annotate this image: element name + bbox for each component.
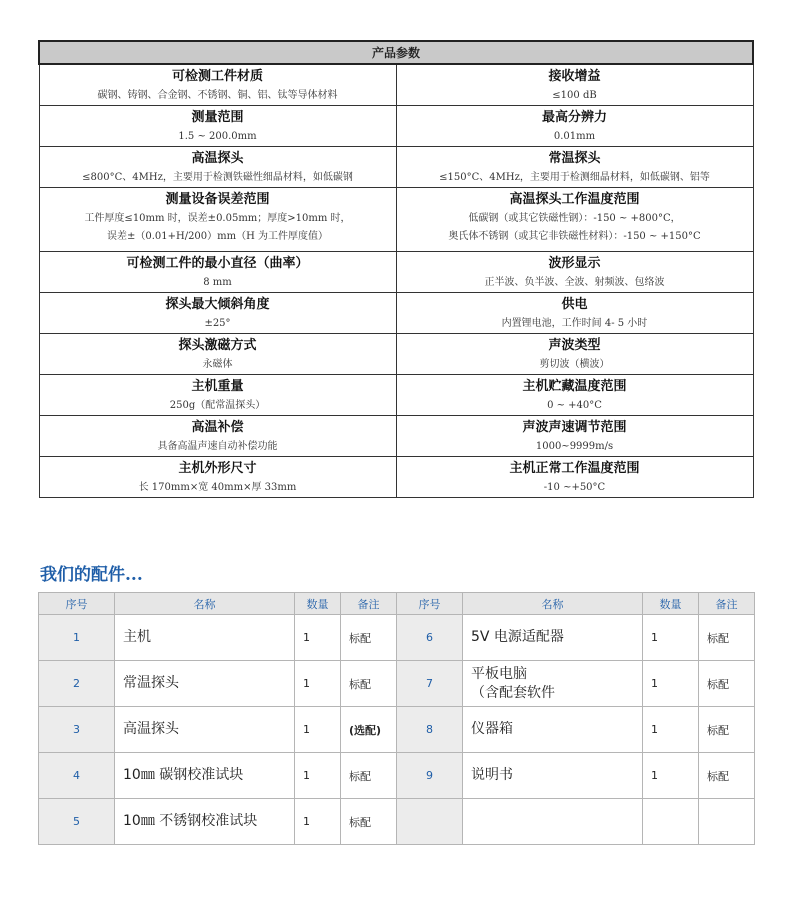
table-row bbox=[39, 707, 755, 753]
param-value: 1.5 ~ 200.0mm bbox=[178, 131, 257, 142]
item-note: 标配 bbox=[341, 661, 397, 707]
item-number: 2 bbox=[39, 661, 115, 707]
param-title: 接收增益 bbox=[548, 69, 601, 84]
param-value: 低碳钢（或其它铁磁性钢）：-150 ~ +800°C， 奥氏体不锈钢（或其它非铁磁性材料）：-150 ~ +150°C bbox=[448, 213, 701, 242]
param-value: 剪切波（横波） bbox=[539, 359, 610, 370]
column-header: 名称 bbox=[115, 593, 295, 615]
param-cell bbox=[39, 457, 396, 498]
item-quantity: 1 bbox=[295, 615, 341, 661]
param-title: 主机重量 bbox=[191, 379, 244, 394]
param-title: 高温补偿 bbox=[191, 420, 244, 435]
param-title: 可检测工件的最小直径（曲率） bbox=[126, 256, 309, 271]
param-cell bbox=[396, 106, 753, 147]
table-row bbox=[39, 416, 753, 457]
param-title: 声波声速调节范围 bbox=[522, 420, 627, 435]
param-value: 1000~9999m/s bbox=[535, 441, 614, 452]
param-title: 波形显示 bbox=[548, 256, 601, 271]
param-value: 长 170mm×宽 40mm×厚 33mm bbox=[138, 482, 297, 493]
column-header: 备注 bbox=[341, 593, 397, 615]
param-cell bbox=[39, 106, 396, 147]
param-title: 高温探头工作温度范围 bbox=[509, 192, 640, 207]
empty-cell bbox=[463, 799, 643, 845]
param-cell bbox=[39, 375, 396, 416]
empty-cell bbox=[397, 799, 463, 845]
table-header: 产品参数 bbox=[39, 41, 753, 64]
table-row bbox=[39, 106, 753, 147]
param-title: 声波类型 bbox=[548, 338, 601, 353]
param-cell bbox=[39, 252, 396, 293]
empty-cell bbox=[643, 799, 699, 845]
param-title: 最高分辨力 bbox=[541, 110, 607, 125]
table-row bbox=[39, 661, 755, 707]
item-quantity: 1 bbox=[643, 661, 699, 707]
param-cell bbox=[39, 334, 396, 375]
param-cell bbox=[39, 293, 396, 334]
param-title: 常温探头 bbox=[548, 151, 601, 166]
table-row bbox=[39, 64, 753, 106]
table-row bbox=[39, 293, 753, 334]
param-cell bbox=[396, 252, 753, 293]
item-quantity: 1 bbox=[643, 615, 699, 661]
param-value: 0 ~ +40°C bbox=[547, 400, 602, 411]
param-value: 8 mm bbox=[203, 277, 232, 288]
param-value: ≤800°C、4MHz，主要用于检测铁磁性细晶材料，如低碳钢 bbox=[82, 172, 353, 183]
item-quantity: 1 bbox=[643, 753, 699, 799]
item-quantity: 1 bbox=[295, 753, 341, 799]
column-header: 名称 bbox=[463, 593, 643, 615]
item-number: 5 bbox=[39, 799, 115, 845]
param-title: 测量设备误差范围 bbox=[165, 192, 270, 207]
item-note: (选配) bbox=[341, 707, 397, 753]
item-name: 常温探头 bbox=[115, 661, 295, 707]
item-name: 仪器箱 bbox=[463, 707, 643, 753]
item-number: 1 bbox=[39, 615, 115, 661]
param-title: 主机正常工作温度范围 bbox=[509, 461, 640, 476]
param-value: 工件厚度≤10mm 时，误差±0.05mm；厚度>10mm 时， 误差±（0.01+H/200）mm（H 为工件厚度值） bbox=[84, 213, 351, 242]
param-value: ≤100 dB bbox=[552, 90, 597, 101]
table-row bbox=[39, 334, 753, 375]
param-cell bbox=[396, 293, 753, 334]
item-name: 说明书 bbox=[463, 753, 643, 799]
table-header-row bbox=[39, 593, 755, 615]
param-value: 0.01mm bbox=[553, 131, 596, 142]
table-row bbox=[39, 615, 755, 661]
param-cell bbox=[396, 457, 753, 498]
param-value: ±25° bbox=[204, 318, 231, 329]
table-row bbox=[39, 457, 753, 498]
param-value: 正半波、负半波、全波、射频波、包络波 bbox=[484, 277, 665, 288]
item-number: 9 bbox=[397, 753, 463, 799]
param-cell bbox=[396, 64, 753, 106]
item-name: 主机 bbox=[115, 615, 295, 661]
column-header: 数量 bbox=[295, 593, 341, 615]
item-number: 6 bbox=[397, 615, 463, 661]
item-quantity: 1 bbox=[295, 799, 341, 845]
item-quantity: 1 bbox=[643, 707, 699, 753]
param-title: 可检测工件材质 bbox=[171, 69, 263, 84]
param-title: 主机外形尺寸 bbox=[178, 461, 257, 476]
item-name: 10㎜ 碳钢校准试块 bbox=[115, 753, 295, 799]
param-title: 测量范围 bbox=[191, 110, 244, 125]
item-number: 4 bbox=[39, 753, 115, 799]
item-name: 高温探头 bbox=[115, 707, 295, 753]
param-title: 探头激磁方式 bbox=[178, 338, 257, 353]
column-header: 数量 bbox=[643, 593, 699, 615]
item-note: 标配 bbox=[699, 661, 755, 707]
item-name: 平板电脑 （含配套软件 bbox=[463, 661, 643, 707]
param-cell bbox=[39, 416, 396, 457]
table-row bbox=[39, 799, 755, 845]
param-title: 主机贮藏温度范围 bbox=[522, 379, 627, 394]
item-note: 标配 bbox=[699, 753, 755, 799]
table-row bbox=[39, 252, 753, 293]
item-note: 标配 bbox=[341, 615, 397, 661]
table-row bbox=[39, 188, 753, 252]
accessories-heading: 我们的配件... bbox=[40, 565, 143, 585]
param-cell bbox=[39, 147, 396, 188]
item-number: 8 bbox=[397, 707, 463, 753]
item-note: 标配 bbox=[699, 615, 755, 661]
param-value: 内置锂电池，工作时间 4- 5 小时 bbox=[501, 318, 648, 329]
param-cell bbox=[396, 188, 753, 252]
item-note: 标配 bbox=[699, 707, 755, 753]
param-cell bbox=[396, 416, 753, 457]
param-cell bbox=[396, 334, 753, 375]
item-quantity: 1 bbox=[295, 707, 341, 753]
param-cell bbox=[39, 188, 396, 252]
param-value: 永磁体 bbox=[202, 359, 233, 370]
param-value: 碳钢、铸钢、合金钢、不锈钢、铜、铝、钛等导体材料 bbox=[97, 90, 338, 101]
table-row bbox=[39, 753, 755, 799]
column-header: 序号 bbox=[39, 593, 115, 615]
empty-cell bbox=[699, 799, 755, 845]
param-cell bbox=[396, 375, 753, 416]
item-note: 标配 bbox=[341, 799, 397, 845]
param-value: ≤150°C、4MHz，主要用于检测细晶材料，如低碳钢、铝等 bbox=[439, 172, 710, 183]
param-title: 探头最大倾斜角度 bbox=[165, 297, 270, 312]
column-header: 备注 bbox=[699, 593, 755, 615]
accessories-table bbox=[38, 592, 755, 845]
param-cell bbox=[39, 64, 396, 106]
table-row bbox=[39, 375, 753, 416]
param-value: 250g（配常温探头） bbox=[169, 400, 266, 411]
item-note: 标配 bbox=[341, 753, 397, 799]
item-number: 3 bbox=[39, 707, 115, 753]
param-value: -10 ~+50°C bbox=[543, 482, 606, 493]
param-title: 高温探头 bbox=[191, 151, 244, 166]
item-name: 10㎜ 不锈钢校准试块 bbox=[115, 799, 295, 845]
param-cell bbox=[396, 147, 753, 188]
column-header: 序号 bbox=[397, 593, 463, 615]
item-name: 5V 电源适配器 bbox=[463, 615, 643, 661]
param-value: 具备高温声速自动补偿功能 bbox=[157, 441, 278, 452]
item-quantity: 1 bbox=[295, 661, 341, 707]
item-number: 7 bbox=[397, 661, 463, 707]
param-title: 供电 bbox=[561, 297, 588, 312]
table-row bbox=[39, 147, 753, 188]
product-parameters-table bbox=[38, 40, 754, 498]
